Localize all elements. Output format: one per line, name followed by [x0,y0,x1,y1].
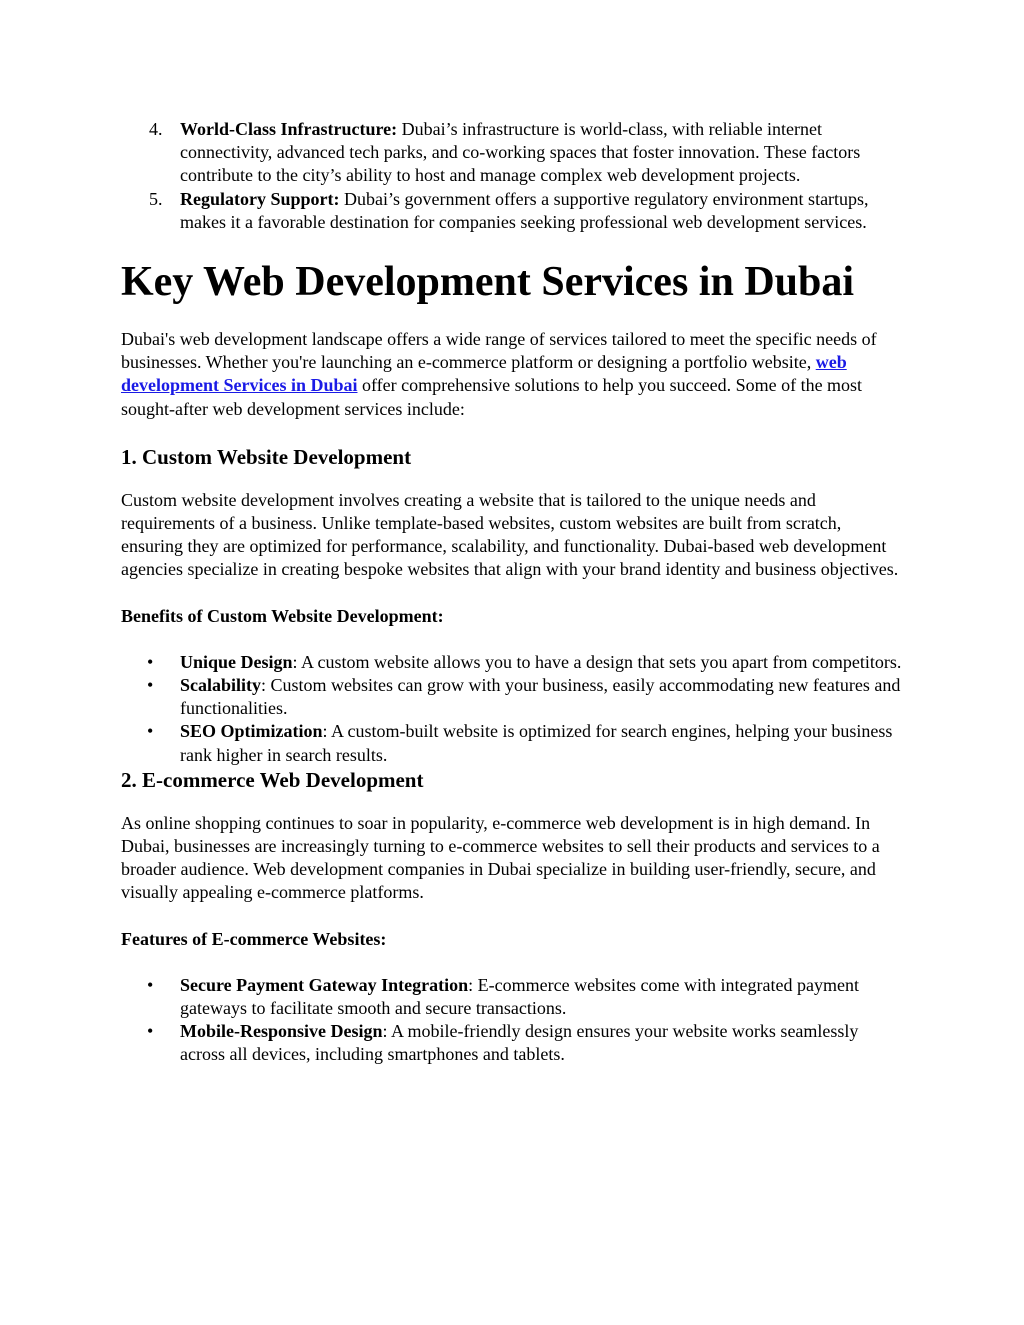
list-item-text: : A custom website allows you to have a design that sets you apart from competitors. [292,651,902,672]
services-link[interactable]: web development Services in Dubai [121,352,847,396]
list-item-text: Dubai’s infrastructure is world-class, with reliable internet connectivity, advanced tech parks, and co-working spaces that foster innovation. These factors contribute to the city’s ability to host and manage complex web development projects. [180,119,861,186]
bullet-icon: • [147,675,154,696]
list-item-text: : Custom websites can grow with your business, easily accommodating new features and functionalities. [180,675,901,719]
subheading-benefits: Benefits of Custom Website Development: [121,605,444,626]
bullet-icon: • [147,1021,154,1042]
bullet-icon: • [147,974,154,995]
list-item [121,720,906,766]
list-item-text: Dubai’s government offers a supportive regulatory environment startups, makes it a favorable destination for companies seeking professional web development services. [180,188,869,232]
list-number: 4. [149,119,163,139]
section-heading-custom: 1. Custom Website Development [121,444,412,469]
list-item-label: Regulatory Support: [180,188,340,209]
list-number: 5. [149,188,163,209]
section-body-ecommerce: As online shopping continues to soar in popularity, e-commerce web development is in high demand. In Dubai, businesses are increasingly turning to e-commerce websites to sell their products and services to a broader audience. Web development companies in Dubai specialize in building user-friendly, secure, and visually appealing e-commerce platforms. [121,812,880,903]
features-list [121,974,906,1067]
list-item [121,188,906,234]
list-item [121,1020,906,1066]
intro-text-before: Dubai's web development landscape offers a wide range of services tailored to meet the specific needs of businesses. Whether you're launching an e-commerce platform or designing a portfolio website, [121,329,877,373]
bullet-icon: • [147,651,154,672]
list-item-label: Scalability [180,675,262,696]
list-item-text: : E-commerce websites come with integrated payment gateways to facilitate smooth and secure transactions. [180,974,859,1019]
list-item [121,674,906,720]
document-page [121,118,906,1067]
list-item-text: : A custom-built website is optimized for search engines, helping your business rank higher in search results. [180,721,893,765]
list-item [121,118,906,188]
page-title: Key Web Development Services in Dubai [121,259,855,306]
list-item [121,651,906,674]
section-heading-ecommerce: 2. E-commerce Web Development [121,767,424,792]
list-item-label: Secure Payment Gateway Integration [180,974,469,995]
list-item-label: SEO Optimization [180,721,323,742]
subheading-features: Features of E-commerce Websites: [121,928,387,949]
list-item-label: Mobile-Responsive Design [180,1021,383,1042]
list-item [121,974,906,1020]
section-body-custom: Custom website development involves creating a website that is tailored to the unique needs and requirements of a business. Unlike template-based websites, custom websites are built from scratch, ensuring they are optimized for performance, scalability, and functionality. Dubai-based web development agencies specialize in creating bespoke websites that align with your brand identity and business objectives. [121,489,899,580]
list-item-label: Unique Design [180,651,293,672]
intro-text-after: offer comprehensive solutions to help you succeed. Some of the most sought-after web development services include: [121,375,863,419]
bullet-icon: • [147,721,154,742]
benefits-list [121,651,906,767]
list-item-label: World-Class Infrastructure: [180,119,398,139]
intro-paragraph [121,328,906,421]
numbered-list [121,118,906,234]
list-item-text: : A mobile-friendly design ensures your website works seamlessly across all devices, including smartphones and tablets. [180,1021,859,1065]
